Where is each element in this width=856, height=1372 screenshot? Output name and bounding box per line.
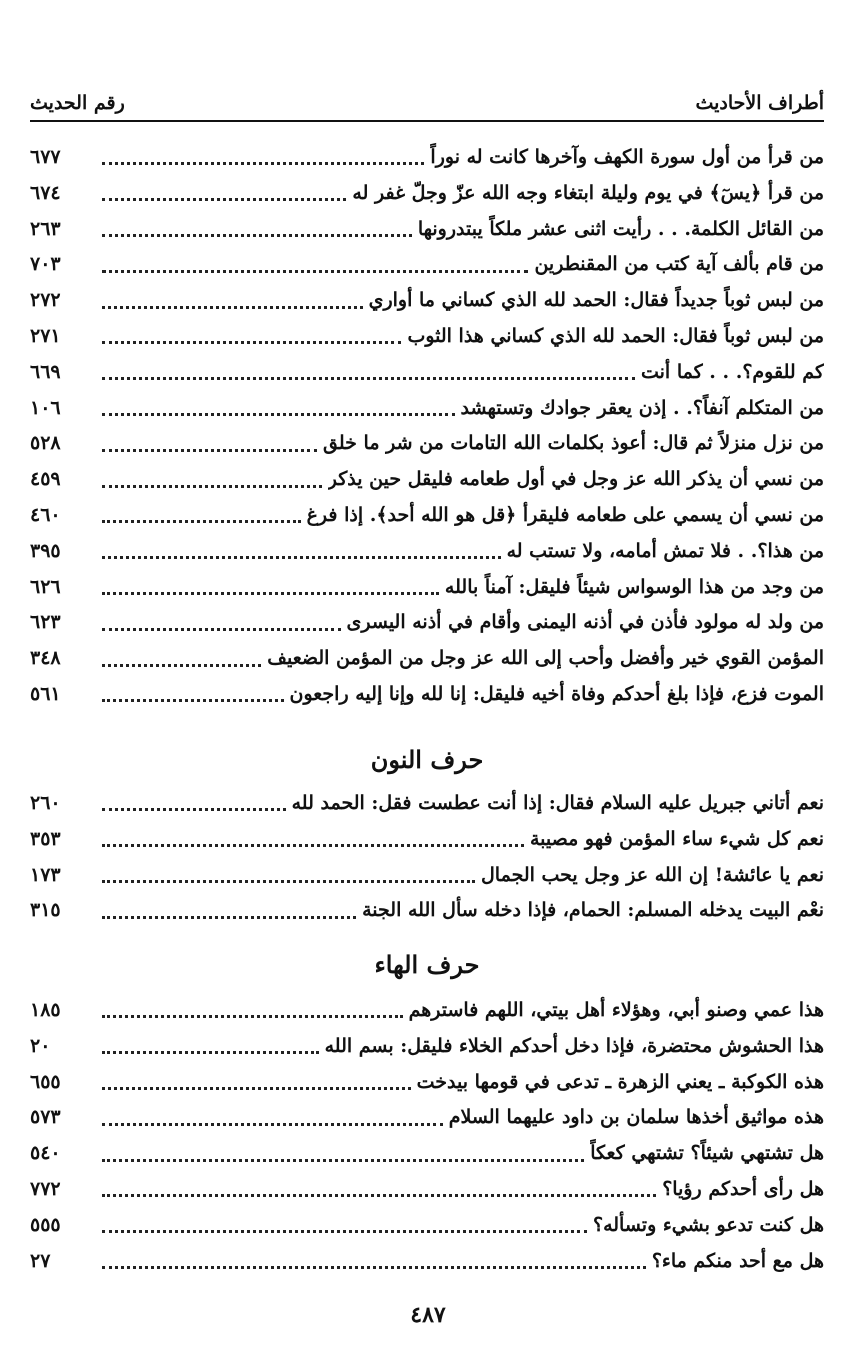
index-entry — [30, 355, 824, 391]
hadith-number: ١٠٦ — [30, 396, 61, 419]
index-entry — [30, 858, 824, 894]
hadith-number: ١٧٣ — [30, 863, 61, 886]
index-entry — [30, 176, 824, 212]
hadith-number: ٦٧٤ — [30, 181, 61, 204]
index-entry — [30, 247, 824, 283]
hadith-number: ٥٢٨ — [30, 432, 61, 455]
hadith-text: نعم كل شيء ساء المؤمن فهو مصيبة — [529, 827, 824, 850]
dot-leader — [102, 449, 317, 452]
hadith-number: ٧٧٢ — [30, 1177, 61, 1200]
hadith-number: ٣٩٥ — [30, 539, 61, 562]
hadith-text: من لبس ثوباً فقال: الحمد لله الذي كساني هذا الثوب — [407, 324, 824, 347]
dot-leader — [102, 1015, 403, 1018]
hadith-text: من قام بألف آية كتب من المقنطرين — [534, 253, 824, 276]
dot-leader — [102, 234, 412, 237]
section-heading-nun: حرف النون — [370, 745, 484, 774]
index-entry — [30, 391, 824, 427]
dot-leader — [102, 1123, 443, 1126]
index-entry — [30, 534, 824, 570]
hadith-number: ١٨٥ — [30, 999, 61, 1021]
hadith-number: ٢٧٢ — [30, 289, 61, 312]
dot-leader — [102, 1194, 656, 1197]
hadith-list-nun — [30, 786, 824, 929]
hadith-text: هل مع أحد منكم ماء؟ — [651, 1249, 824, 1272]
hadith-number: ٣١٥ — [30, 899, 61, 922]
dot-leader — [102, 198, 346, 201]
index-entry — [30, 212, 824, 248]
index-entry — [30, 1136, 824, 1172]
dot-leader — [102, 699, 284, 702]
hadith-text: من قرأ ﴿يسٓ﴾ في يوم وليلة ابتغاء وجه الله عزّ وجلّ غفر له — [352, 181, 824, 204]
hadith-number: ٤٥٩ — [30, 468, 61, 491]
hadith-text: المؤمن القوي خير وأفضل وأحب إلى الله عز وجل من المؤمن الضعيف — [267, 647, 824, 670]
hadith-text: نعم يا عائشة! إن الله عز وجل يحب الجمال — [480, 863, 824, 886]
hadith-text: من نسي أن يسمي على طعامه فليقرأ ﴿قل هو الله أحد﴾. إذا فرغ — [306, 503, 824, 526]
hadith-text: هل كنت تدعو بشيء وتسأله؟ — [593, 1213, 824, 1236]
hadith-text: من لبس ثوباً جديداً فقال: الحمد لله الذي كساني ما أواري — [368, 289, 824, 312]
dot-leader — [102, 306, 363, 309]
dot-leader — [102, 1230, 587, 1233]
hadith-text: هذه الكوكبة ـ يعني الزهرة ـ تدعى في قومها بيدخت — [416, 1070, 824, 1093]
dot-leader — [102, 880, 475, 883]
hadith-text: كم للقوم؟. . . كما أنت — [640, 360, 824, 383]
hadith-number: ٦٧٧ — [30, 146, 61, 168]
dot-leader — [102, 808, 286, 811]
header-left-title: رقم الحديث — [30, 92, 125, 114]
section-heading-ha: حرف الهاء — [374, 950, 480, 979]
index-entry — [30, 140, 824, 176]
dot-leader — [102, 270, 528, 273]
index-entry — [30, 570, 824, 606]
hadith-number: ٥٦١ — [30, 682, 61, 705]
index-entry — [30, 1100, 824, 1136]
dot-leader — [102, 341, 401, 344]
hadith-text: نعْم البيت يدخله المسلم: الحمام، فإذا دخله سأل الله الجنة — [362, 899, 824, 922]
hadith-number: ٢٧ — [30, 1249, 51, 1272]
index-entry — [30, 1172, 824, 1208]
index-entry — [30, 426, 824, 462]
page-number: ٤٨٧ — [410, 1302, 446, 1328]
hadith-number: ٧٠٣ — [30, 253, 61, 276]
page-header — [30, 92, 824, 122]
hadith-text: من وجد من هذا الوسواس شيئاً فليقل: آمناً بالله — [444, 575, 824, 598]
index-entry — [30, 822, 824, 858]
index-entry — [30, 1029, 824, 1065]
index-entry — [30, 462, 824, 498]
dot-leader — [102, 556, 501, 559]
index-entry — [30, 993, 824, 1029]
hadith-text: الموت فزع، فإذا بلغ أحدكم وفاة أخيه فليقل: إنا لله وإنا إليه راجعون — [289, 682, 824, 705]
index-entry — [30, 1208, 824, 1244]
dot-leader — [102, 413, 455, 416]
hadith-text: هل رأى أحدكم رؤيا؟ — [662, 1177, 824, 1200]
hadith-number: ٦٥٥ — [30, 1070, 61, 1093]
dot-leader — [102, 844, 524, 847]
dot-leader — [102, 520, 301, 523]
hadith-text: نعم أتاني جبريل عليه السلام فقال: إذا أنت عطست فقل: الحمد لله — [291, 792, 824, 814]
hadith-number: ٥٤٠ — [30, 1142, 61, 1165]
hadith-text: هذه مواثيق أخذها سلمان بن داود عليهما السلام — [448, 1106, 824, 1129]
hadith-text: من المتكلم آنفاً؟. . إذن يعقر جوادك وتستهشد — [460, 396, 824, 419]
index-entry — [30, 893, 824, 929]
dot-leader — [102, 485, 322, 488]
index-entry — [30, 1244, 824, 1280]
hadith-number: ٦٢٣ — [30, 611, 61, 634]
index-entry — [30, 319, 824, 355]
dot-leader — [102, 1159, 584, 1162]
header-right-title: أطراف الأحاديث — [695, 92, 824, 114]
dot-leader — [102, 162, 424, 165]
hadith-number: ٢٠ — [30, 1034, 51, 1057]
index-entry — [30, 786, 824, 822]
hadith-number: ٢٦٠ — [30, 792, 61, 814]
hadith-text: من ولد له مولود فأذن في أذنه اليمنى وأقام في أذنه اليسرى — [346, 611, 824, 634]
index-entry — [30, 641, 824, 677]
dot-leader — [102, 916, 356, 919]
hadith-number: ٢٧١ — [30, 324, 61, 347]
dot-leader — [102, 1087, 411, 1090]
dot-leader — [102, 628, 341, 631]
dot-leader — [102, 377, 635, 380]
hadith-text: من نزل منزلاً ثم قال: أعوذ بكلمات الله التامات من شر ما خلق — [323, 432, 824, 455]
hadith-text: من القائل الكلمة. . . رأيت اثنى عشر ملكاً يبتدرونها — [417, 217, 824, 240]
hadith-number: ٢٦٣ — [30, 217, 61, 240]
hadith-number: ٤٦٠ — [30, 503, 61, 526]
hadith-list-ha — [30, 993, 824, 1279]
hadith-number: ٣٤٨ — [30, 647, 61, 670]
hadith-text: هذا الحشوش محتضرة، فإذا دخل أحدكم الخلاء فليقل: بسم الله — [324, 1034, 824, 1057]
hadith-number: ٥٥٥ — [30, 1213, 61, 1236]
dot-leader — [102, 592, 439, 595]
hadith-number: ٦٦٩ — [30, 360, 61, 383]
dot-leader — [102, 664, 261, 667]
dot-leader — [102, 1051, 319, 1054]
index-entry — [30, 1065, 824, 1101]
hadith-text: من قرأ من أول سورة الكهف وآخرها كانت له نوراً — [430, 146, 824, 168]
hadith-text: هذا عمي وصنو أبي، وهؤلاء أهل بيتي، اللهم فاسترهم — [408, 999, 824, 1021]
index-entry — [30, 283, 824, 319]
hadith-text: من هذا؟. . فلا تمش أمامه، ولا تستب له — [506, 539, 824, 562]
hadith-number: ٣٥٣ — [30, 827, 61, 850]
hadith-number: ٦٢٦ — [30, 575, 61, 598]
hadith-text: هل تشتهي شيئاً؟ تشتهي كعكاً — [590, 1142, 824, 1165]
hadith-number: ٥٧٣ — [30, 1106, 61, 1129]
index-entry — [30, 605, 824, 641]
index-entry — [30, 498, 824, 534]
index-entry — [30, 677, 824, 713]
hadith-list-meem — [30, 140, 824, 713]
hadith-text: من نسي أن يذكر الله عز وجل في أول طعامه فليقل حين يذكر — [327, 468, 824, 491]
dot-leader — [102, 1266, 646, 1269]
